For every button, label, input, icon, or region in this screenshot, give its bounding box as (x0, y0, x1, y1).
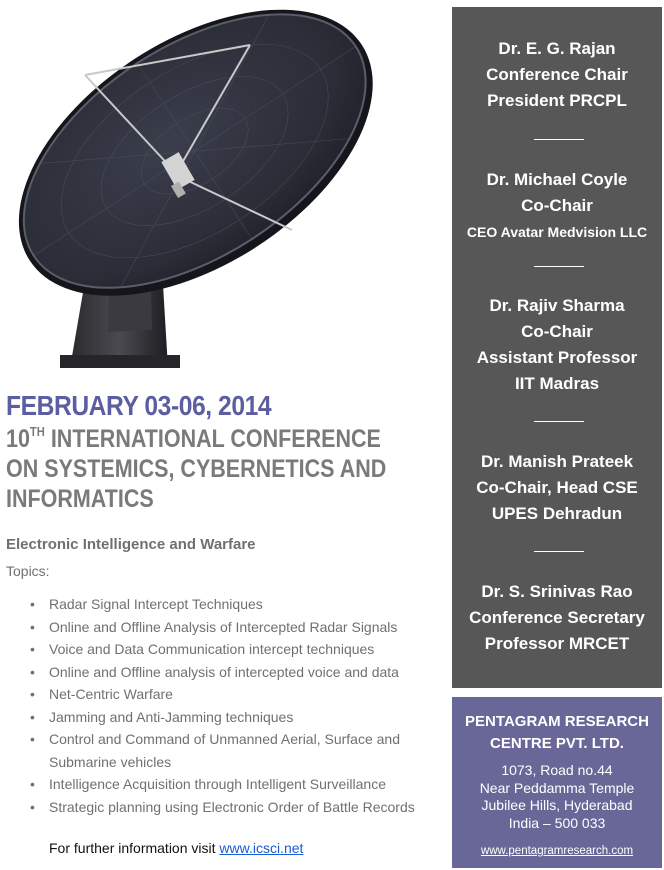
bullet-icon: • (30, 798, 35, 815)
conference-ordinal-suffix: TH (29, 424, 45, 439)
further-info (49, 840, 303, 856)
topic-item (30, 796, 430, 819)
topic-item (30, 661, 430, 684)
person-card (452, 36, 662, 114)
conference-title (6, 424, 410, 514)
conference-date: FEBRUARY 03-06, 2014 (6, 390, 272, 421)
divider (534, 551, 584, 552)
topic-item (30, 728, 430, 773)
person-affiliation: Professor MRCET (484, 634, 630, 653)
person-role: Conference Secretary (469, 608, 645, 627)
bullet-icon: • (30, 641, 35, 657)
person-card (452, 449, 662, 527)
bullet-icon: • (30, 731, 35, 747)
topic-text: Intelligence Acquisition through Intelligent Surveillance (49, 776, 386, 792)
person-card (452, 293, 662, 397)
bullet-icon: • (30, 686, 35, 702)
person-name: Dr. Michael Coyle (486, 170, 628, 189)
person-name: Dr. Manish Prateek (480, 452, 634, 471)
organization-name-line: CENTRE PVT. LTD. (490, 735, 624, 752)
person-name: Dr. E. G. Rajan (498, 39, 616, 58)
topic-text: Radar Signal Intercept Techniques (49, 596, 263, 612)
bullet-icon: • (30, 618, 35, 635)
topic-item (30, 773, 430, 796)
person-card (452, 579, 662, 657)
organization-name (452, 711, 662, 755)
topic-text: Online and Offline Analysis of Intercepted Radar Signals (49, 618, 398, 635)
bullet-icon: • (30, 776, 35, 792)
conference-subtitle: Electronic Intelligence and Warfare (6, 536, 256, 553)
person-affiliation: President PRCPL (487, 91, 627, 110)
organization-name-line: PENTAGRAM RESEARCH (465, 713, 649, 730)
person-role: Conference Chair (486, 65, 628, 84)
topic-item (30, 638, 430, 661)
organization-website-link[interactable]: www.pentagramresearch.com (480, 845, 634, 857)
topic-text: Strategic planning using Electronic Order of Battle Records (49, 798, 415, 815)
person-title: Assistant Professor (476, 348, 638, 367)
person-affiliation: IIT Madras (514, 374, 600, 393)
topic-text: Online and Offline analysis of intercepted voice and data (49, 663, 399, 680)
conference-title-text: INTERNATIONAL CONFERENCE ON SYSTEMICS, CYBERNETICS AND INFORMATICS (6, 425, 387, 513)
divider (534, 139, 584, 140)
organizers-panel (452, 7, 662, 688)
person-name: Dr. S. Srinivas Rao (481, 582, 633, 601)
person-name: Dr. Rajiv Sharma (489, 296, 625, 315)
address-line: India – 500 033 (508, 814, 606, 831)
address-line: Jubilee Hills, Hyderabad (481, 797, 633, 813)
further-info-text: For further information visit (49, 840, 220, 856)
person-role: Co-Chair, Head CSE (476, 478, 638, 497)
topic-text: Jamming and Anti-Jamming techniques (49, 708, 294, 725)
bullet-icon: • (30, 708, 35, 725)
topic-item (30, 616, 430, 639)
topic-item (30, 593, 430, 616)
person-role: Co-Chair (521, 322, 593, 341)
conference-ordinal: 10 (6, 425, 30, 453)
topics-label: Topics: (6, 563, 50, 579)
person-role: Co-Chair (521, 196, 593, 215)
divider (534, 266, 584, 267)
person-affiliation: UPES Dehradun (491, 504, 623, 523)
organization-panel (452, 697, 662, 868)
topic-text: Voice and Data Communication intercept techniques (49, 641, 375, 657)
address-line: 1073, Road no.44 (501, 762, 613, 778)
address-line: Near Peddamma Temple (479, 779, 635, 796)
conference-website-link[interactable]: www.icsci.net (219, 840, 304, 856)
topic-item (30, 683, 430, 706)
person-affiliation: CEO Avatar Medvision LLC (466, 224, 648, 240)
person-card (452, 167, 662, 245)
topic-item (30, 706, 430, 729)
divider (534, 421, 584, 422)
organization-address (452, 762, 662, 832)
bullet-icon: • (30, 663, 35, 680)
bullet-icon: • (30, 596, 35, 612)
satellite-dish-image (0, 0, 380, 368)
topic-text: Control and Command of Unmanned Aerial, Surface and Submarine vehicles (49, 731, 400, 770)
topics-list (30, 593, 430, 818)
topic-text: Net-Centric Warfare (49, 686, 173, 702)
